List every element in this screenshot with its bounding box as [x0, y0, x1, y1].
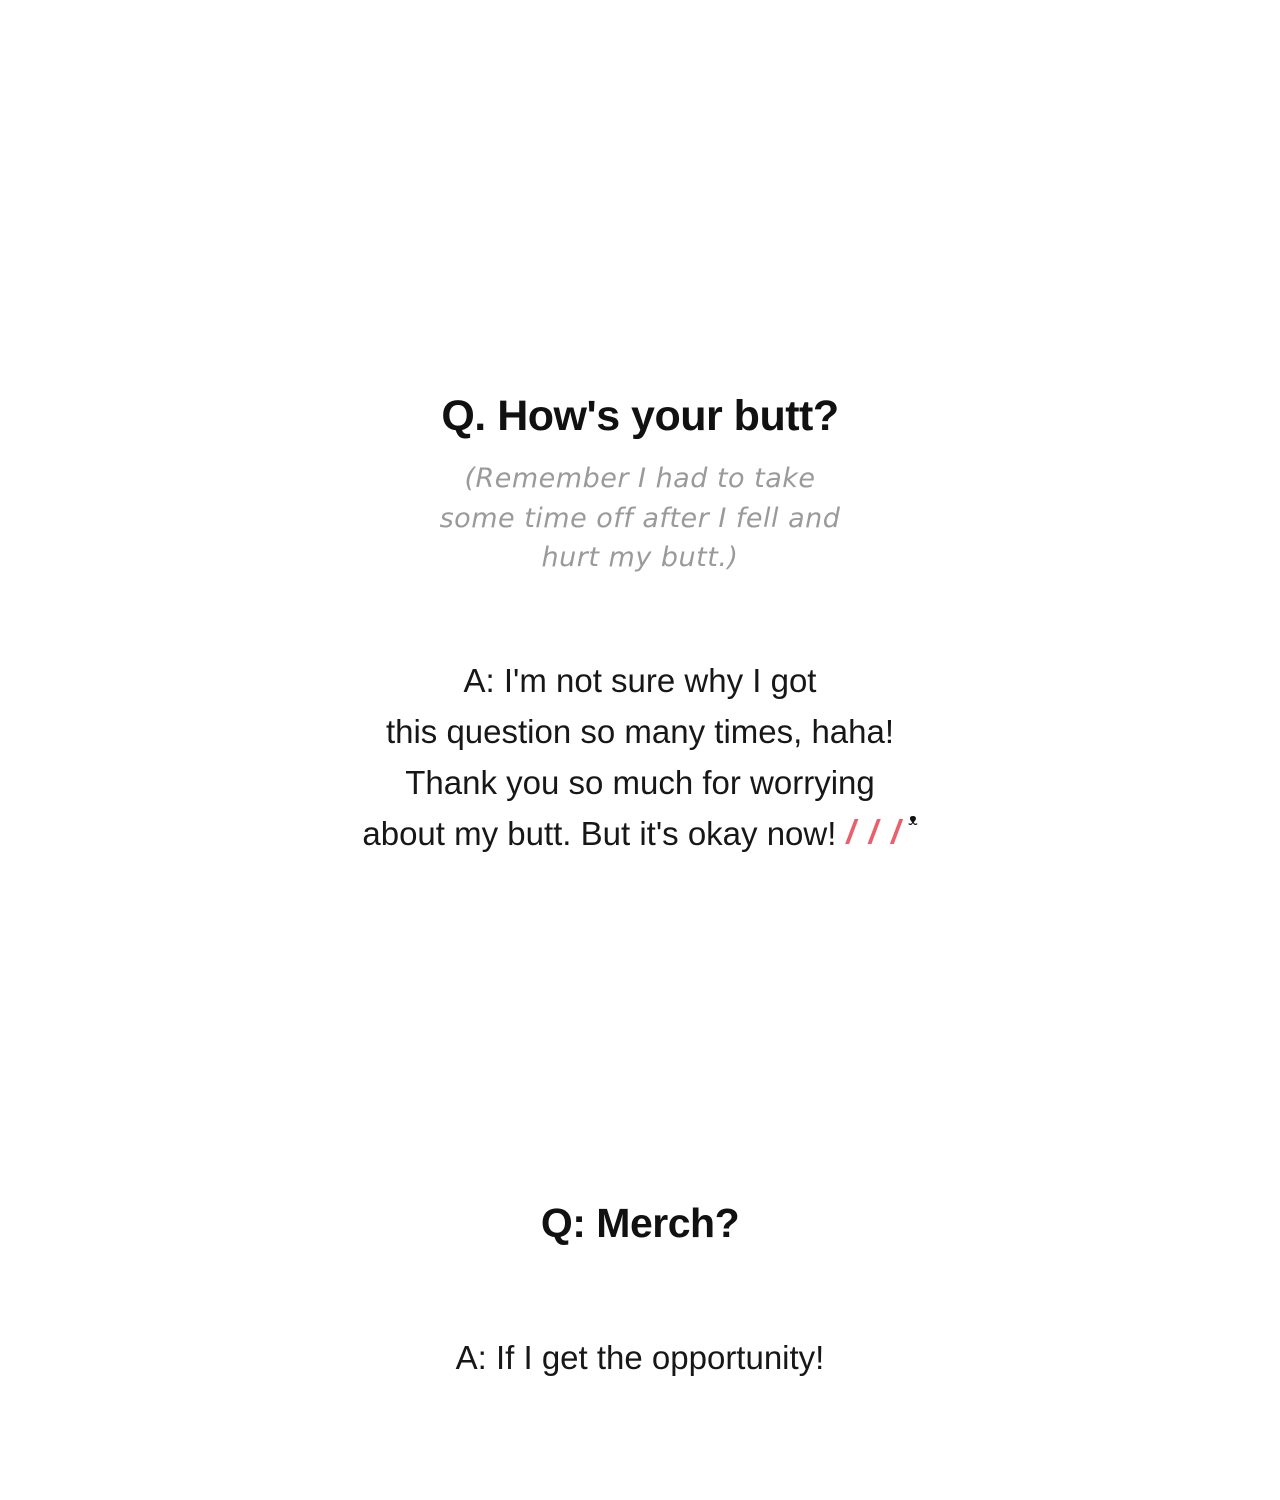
qa-block-merch	[0, 1200, 1280, 1383]
answer-text	[0, 1332, 1280, 1383]
question-note-line: some time off after I fell and	[439, 502, 841, 534]
qa-block-butt	[0, 392, 1280, 859]
blush-lines-icon: / / /	[846, 813, 903, 851]
smile-face-icon: ᵜ	[908, 809, 918, 838]
question-heading: Q: Merch?	[540, 1200, 740, 1246]
question-note-line: hurt my butt.)	[541, 541, 739, 573]
answer-line-text: about my butt. But it's okay now!	[362, 815, 837, 853]
question-note	[0, 459, 1280, 576]
blush-mark-group	[846, 808, 917, 859]
answer-line: Thank you so much for worrying	[405, 764, 875, 802]
question-heading: Q. How's your butt?	[441, 392, 839, 440]
answer-line: this question so many times, haha!	[385, 713, 895, 750]
answer-text	[0, 655, 1280, 860]
answer-line: A: If I get the opportunity!	[455, 1339, 825, 1377]
answer-line: A: I'm not sure why I got	[463, 661, 817, 699]
answer-line-with-marks	[0, 808, 1280, 859]
question-note-line: (Remember I had to take	[464, 463, 816, 495]
